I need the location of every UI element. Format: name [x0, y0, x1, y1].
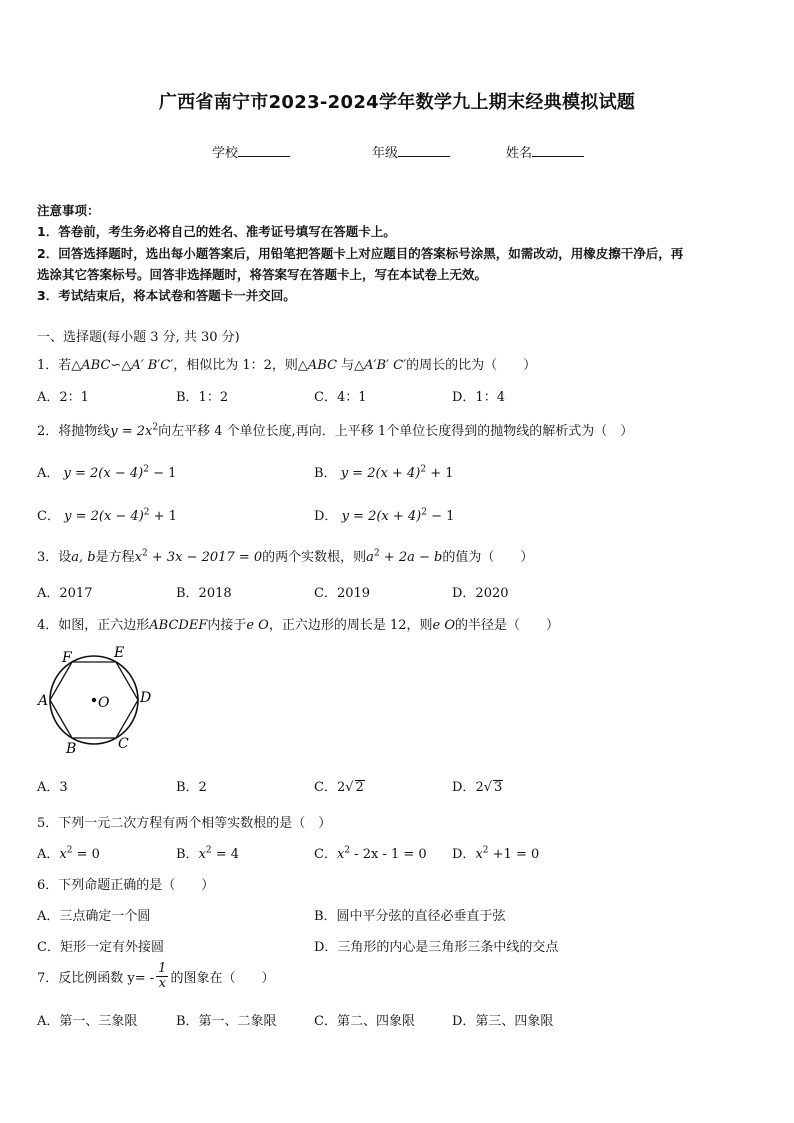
q3-option-b: B．2018	[176, 586, 232, 601]
question-5: 5．下列一元二次方程有两个相等实数根的是（ ）	[37, 816, 332, 831]
q1-option-c: C．4：1	[314, 390, 367, 405]
question-7: 7．反比例函数 y= - $\frac{1}{x}$ 的图象在（ ）	[37, 961, 275, 991]
grade-blank	[398, 144, 450, 157]
q7-option-a: A．第一、三象限	[37, 1014, 138, 1029]
notes-heading: 注意事项：	[37, 203, 100, 218]
label-d: D	[140, 690, 152, 706]
label-a: A	[38, 693, 49, 709]
section-heading: 一、选择题(每小题 3 分, 共 30 分)	[37, 330, 240, 345]
grade-field	[372, 142, 450, 161]
school-label: 学校	[212, 146, 239, 161]
exam-title: 广西省南宁市2023-2024学年数学九上期末经典模拟试题	[158, 92, 636, 113]
q6-option-b: B．圆中平分弦的直径必垂直于弦	[314, 909, 506, 924]
q4-option-a: A．3	[37, 780, 68, 795]
question-1: 1．若△ABC∽△A′ B′C′，相似比为 1：2，则△ABC 与△A′B′ C′的周长的比为（ ）	[37, 358, 537, 373]
note-item-3: 3．考试结束后，将本试卷和答题卡一并交回。	[37, 288, 296, 303]
q4-option-b: B．2	[176, 780, 207, 795]
q3-option-a: A．2017	[37, 586, 93, 601]
q5-option-a: A．$x^2 = 0$	[37, 845, 100, 862]
center-point	[92, 698, 96, 702]
q2-option-c: C． $y = 2(x - 4)^2 + 1$	[37, 507, 177, 524]
q6-option-a: A．三点确定一个圆	[37, 909, 151, 924]
q7-option-c: C．第二、四象限	[314, 1014, 415, 1029]
q4-option-c: C．2√ 2	[314, 780, 364, 795]
question-2: 2．将抛物线$y = 2x^2$向左平移 4 个单位长度,再向．上平移 1个单位长度得到的抛物线的解析式为（ ）	[37, 422, 634, 439]
label-b: B	[66, 741, 77, 756]
q3-option-d: D．2020	[452, 586, 509, 601]
label-f: F	[62, 650, 72, 666]
q6-option-d: D．三角形的内心是三角形三条中线的交点	[314, 940, 559, 955]
q2-option-d: D． $y = 2(x + 4)^2 - 1$	[314, 507, 455, 524]
q2-option-a: A． $y = 2(x - 4)^2 - 1$	[37, 464, 177, 481]
name-label: 姓名	[506, 146, 533, 161]
note-item-2-cont: 选涂其它答案标号。回答非选择题时，将答案写在答题卡上，写在本试卷上无效。	[37, 267, 488, 282]
q6-option-c: C．矩形一定有外接圆	[37, 940, 164, 955]
q5-option-d: D．$x^2 +1 = 0$	[452, 845, 540, 862]
school-field	[212, 142, 290, 161]
sqrt-sign: √	[345, 780, 354, 795]
label-o: O	[98, 695, 110, 711]
note-item-1: 1．答卷前，考生务必将自己的姓名、准考证号填写在答题卡上。	[37, 224, 396, 239]
question-3: 3．设a, b是方程$x^2 + 3x - 2017 = 0$的两个实数根，则$a^2 + 2a - b$的值为（ ）	[37, 548, 534, 565]
grade-label: 年级	[372, 146, 399, 161]
q7-option-d: D．第三、四象限	[452, 1014, 554, 1029]
q7-option-b: B．第一、二象限	[176, 1014, 277, 1029]
q5-option-b: B．$x^2 = 4$	[176, 845, 240, 862]
question-4: 4．如图，正六边形ABCDEF内接于e O，正六边形的周长是 12，则e O的半径是（ ）	[37, 618, 560, 633]
school-blank	[238, 144, 290, 157]
note-item-2: 2．回答选择题时，选出每小题答案后，用铅笔把答题卡上对应题目的答案标号涂黑，如需改动，用橡皮擦干净后，再	[37, 246, 684, 261]
q4-option-d: D．2√ 3	[452, 780, 503, 795]
q2-option-b: B． $y = 2(x + 4)^2 + 1$	[314, 464, 454, 481]
q1-option-b: B．1：2	[176, 390, 229, 405]
q5-option-c: C．$x^2 - 2x - 1 = 0$	[314, 845, 427, 862]
q1-option-a: A．2：1	[37, 390, 89, 405]
name-blank	[532, 144, 584, 157]
question-6: 6．下列命题正确的是（ ）	[37, 878, 215, 893]
sqrt-sign: √	[483, 780, 493, 795]
hexagon-in-circle-figure	[36, 644, 156, 756]
fraction: $\frac{1}{x}$	[158, 961, 167, 991]
q1-option-d: D．1：4	[452, 390, 505, 405]
name-field	[506, 142, 584, 161]
q3-option-c: C．2019	[314, 586, 371, 601]
label-c: C	[118, 736, 129, 752]
label-e: E	[114, 645, 125, 661]
